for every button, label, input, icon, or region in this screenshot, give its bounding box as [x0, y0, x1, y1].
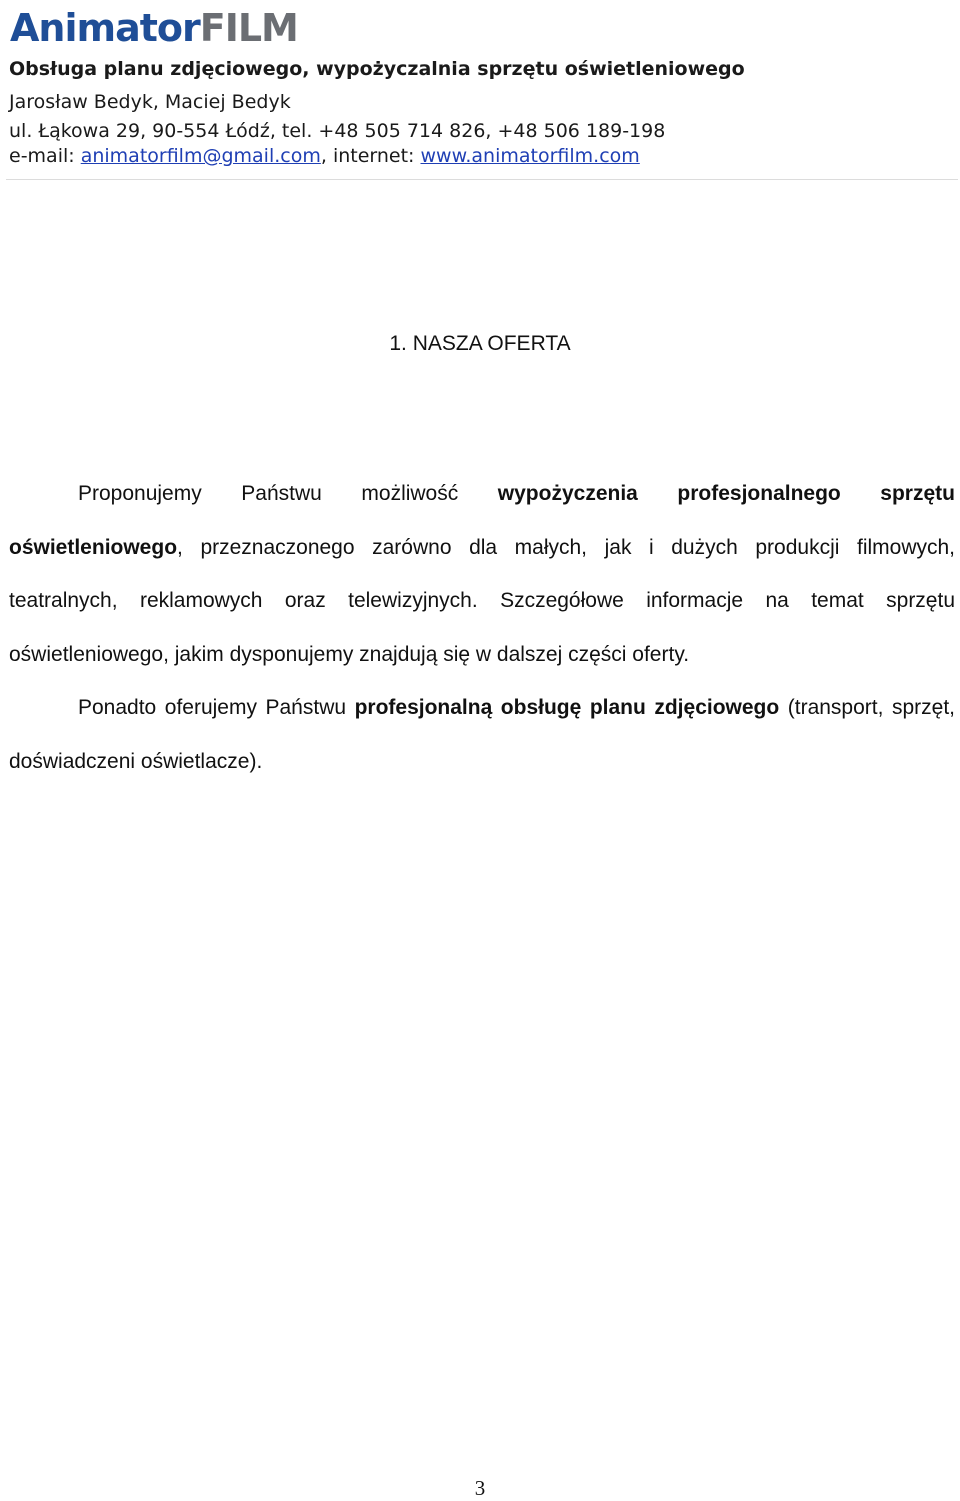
- email-link[interactable]: animatorfilm@gmail.com: [80, 145, 321, 167]
- offer-paragraph-2: [9, 681, 955, 788]
- p1-text-end: , przeznaczonego zarówno dla małych, jak i dużych produkcji filmowych, teatralnych, reklamowych oraz telewizyjnych. Szczegółowe informacje na temat sprzętu oświetleniowego, jakim dysponujemy znajdują się w dalszej części oferty.: [9, 535, 955, 666]
- animatorfilm-logo: [10, 6, 298, 50]
- company-tagline: Obsługa planu zdjęciowego, wypożyczalnia sprzętu oświetleniowego: [9, 58, 745, 80]
- p1-text-start: Proponujemy Państwu możliwość: [78, 482, 498, 505]
- p2-text-end: (transport, sprzęt, doświadczeni oświetlacze).: [9, 696, 955, 773]
- offer-paragraph-1: [9, 467, 955, 681]
- page-number: 3: [474, 1476, 486, 1500]
- company-address: ul. Łąkowa 29, 90-554 Łódź, tel. +48 505 714 826, +48 506 189-198: [9, 120, 666, 142]
- website-link[interactable]: www.animatorfilm.com: [420, 145, 640, 167]
- p2-bold-service: profesjonalną obsługę planu zdjęciowego: [354, 696, 780, 720]
- internet-label: , internet:: [320, 145, 421, 167]
- owner-names: Jarosław Bedyk, Maciej Bedyk: [9, 91, 291, 113]
- p2-text-start: Ponadto oferujemy Państwu: [78, 696, 355, 720]
- offer-body: [9, 467, 955, 789]
- logo-part-film: FILM: [199, 6, 298, 50]
- logo-part-animator: Animator: [10, 6, 200, 50]
- p1-bold-rental: wypożyczenia profesjonalnego sprzętu oświetleniowego: [9, 482, 955, 559]
- contact-line: [9, 144, 640, 168]
- email-label: e-mail:: [9, 145, 81, 167]
- header-divider: [6, 179, 958, 180]
- section-heading: 1. NASZA OFERTA: [389, 332, 571, 355]
